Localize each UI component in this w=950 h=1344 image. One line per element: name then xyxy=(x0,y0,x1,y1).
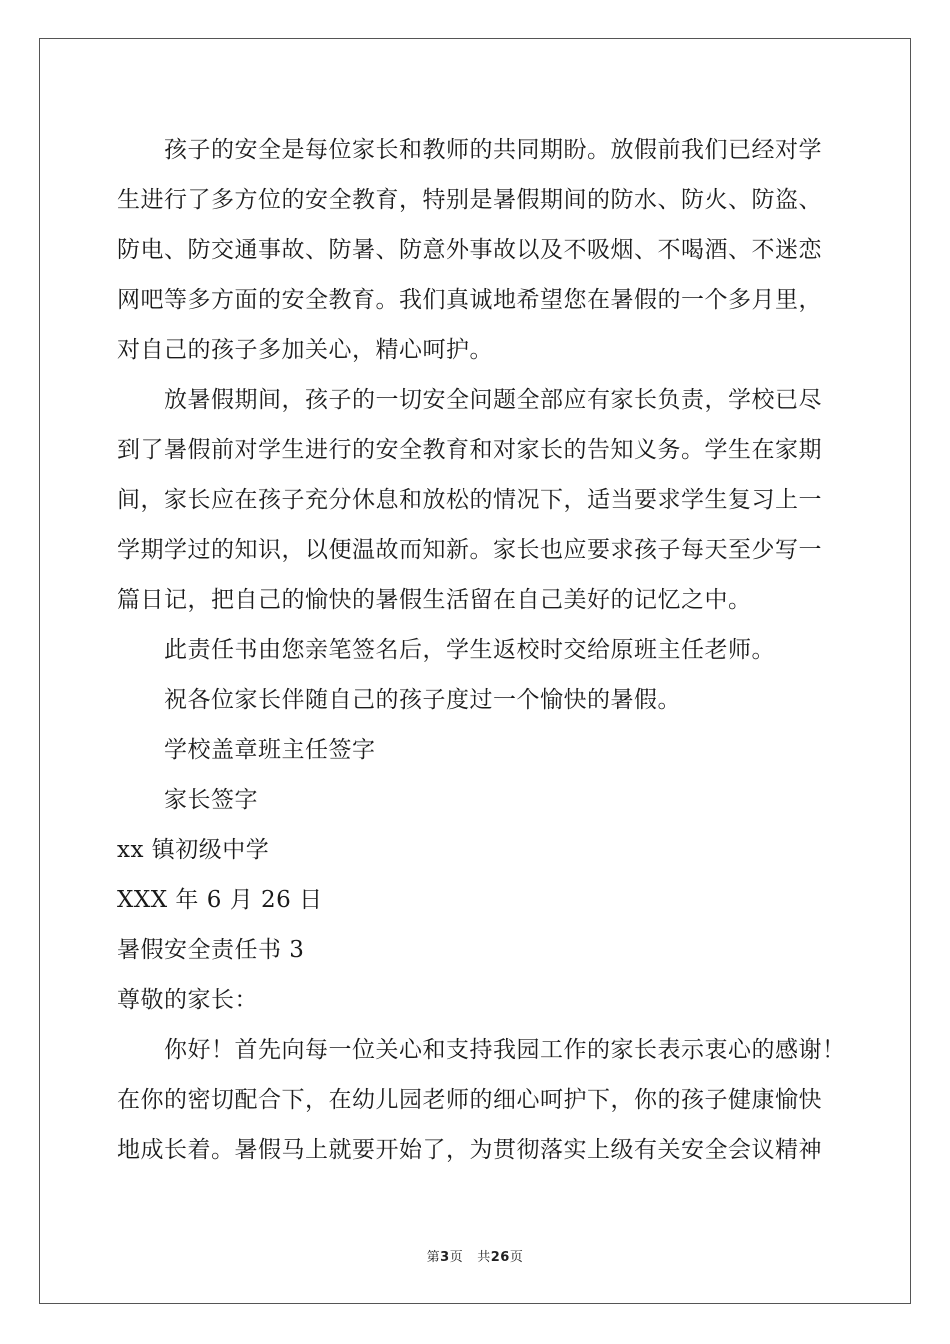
text-line: 地成长着。暑假马上就要开始了，为贯彻落实上级有关安全会议精神 xyxy=(117,1137,822,1163)
text-line: 对自己的孩子多加关心，精心呵护。 xyxy=(117,337,493,363)
text-line: 祝各位家长伴随自己的孩子度过一个愉快的暑假。 xyxy=(164,687,681,713)
text-line: 防电、防交通事故、防暑、防意外事故以及不吸烟、不喝酒、不迷恋 xyxy=(117,237,822,263)
page-footer xyxy=(0,1246,950,1265)
text-line: 间，家长应在孩子充分休息和放松的情况下，适当要求学生复习上一 xyxy=(117,487,822,513)
text-line: 家长签字 xyxy=(164,787,258,813)
footer-total-prefix: 共 xyxy=(477,1250,491,1265)
text-line: 网吧等多方面的安全教育。我们真诚地希望您在暑假的一个多月里， xyxy=(117,287,822,313)
footer-page-prefix: 第 xyxy=(426,1250,441,1265)
text-line: 生进行了多方位的安全教育，特别是暑假期间的防水、防火、防盗、 xyxy=(117,187,822,213)
text-line: 在你的密切配合下，在幼儿园老师的细心呵护下，你的孩子健康愉快 xyxy=(117,1087,822,1113)
text-line: 此责任书由您亲笔签名后，学生返校时交给原班主任老师。 xyxy=(164,637,775,663)
text-line: 学期学过的知识，以便温故而知新。家长也应要求孩子每天至少写一 xyxy=(117,537,822,563)
text-line: 篇日记，把自己的愉快的暑假生活留在自己美好的记忆之中。 xyxy=(117,587,752,613)
text-line: 学校盖章班主任签字 xyxy=(164,737,376,763)
footer-total-suffix: 页 xyxy=(509,1250,524,1265)
document-body xyxy=(117,125,846,1175)
text-line: 放暑假期间，孩子的一切安全问题全部应有家长负责，学校已尽 xyxy=(164,387,822,413)
footer-current-page: 3 xyxy=(440,1250,450,1265)
text-line: 尊敬的家长： xyxy=(117,987,258,1013)
text-line: 孩子的安全是每位家长和教师的共同期盼。放假前我们已经对学 xyxy=(164,137,822,163)
text-line: 暑假安全责任书 3 xyxy=(117,937,305,963)
text-line: 你好！首先向每一位关心和支持我园工作的家长表示衷心的感谢！ xyxy=(164,1037,846,1063)
text-line: XXX 年 6 月 26 日 xyxy=(117,887,323,913)
footer-total-pages: 26 xyxy=(490,1250,510,1265)
text-line: xx 镇初级中学 xyxy=(117,837,270,863)
footer-page-suffix: 页 xyxy=(449,1250,464,1265)
text-line: 到了暑假前对学生进行的安全教育和对家长的告知义务。学生在家期 xyxy=(117,437,822,463)
